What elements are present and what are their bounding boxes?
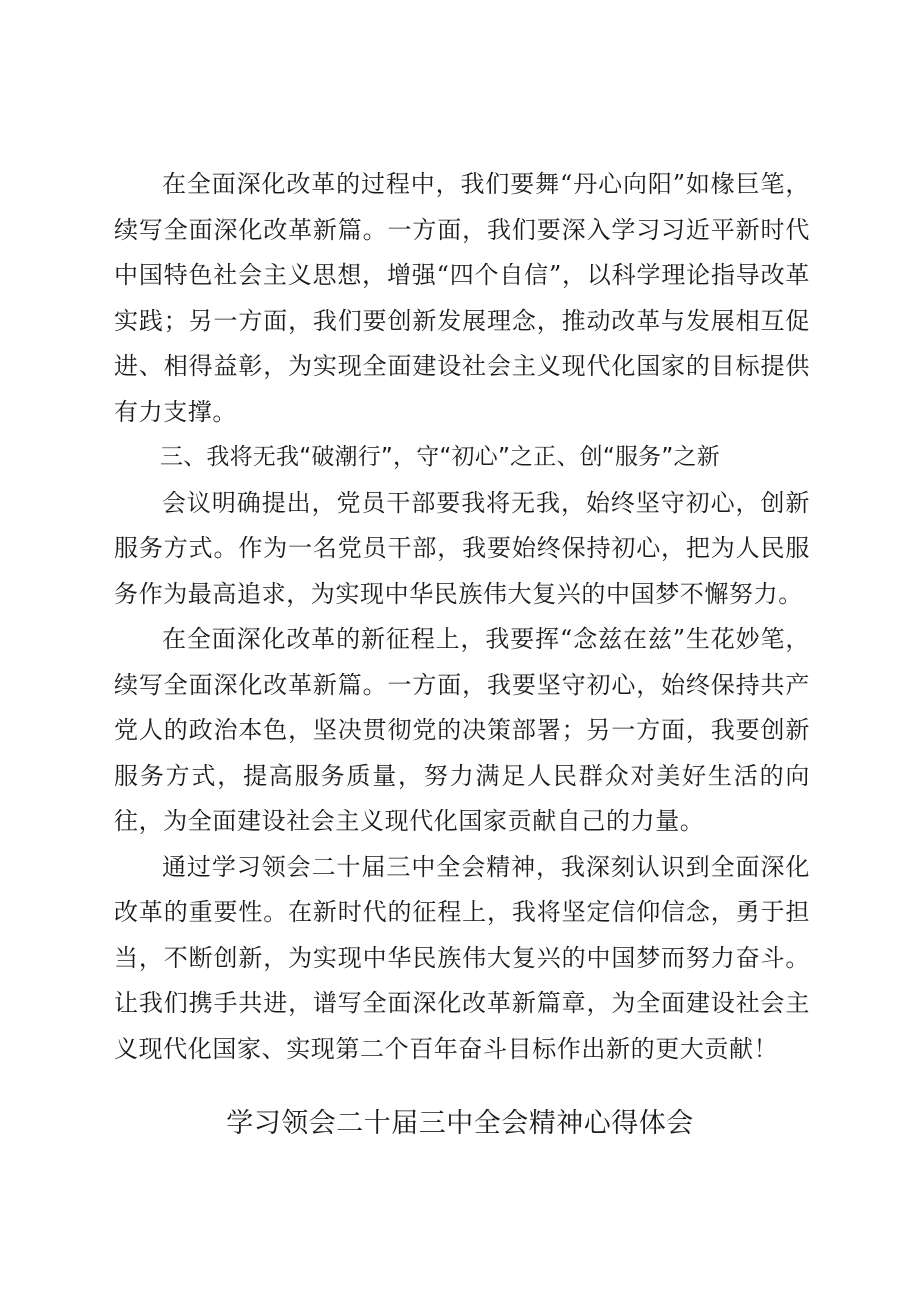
paragraph-reform-process: 在全面深化改革的过程中，我们要舞“丹心向阳”如椽巨笔，续写全面深化改革新篇。一方面，我们要深入学习习近平新时代中国特色社会主义思想，增强“四个自信”，以科学理论指导改革实践；另一方面，我们要创新发展理念，推动改革与发展相互促进、相得益彰，为实现全面建设社会主义现代化国家的目标提供有力支撑。	[114, 170, 810, 426]
paragraph-meeting-requirement: 会议明确提出，党员干部要我将无我，始终坚守初心，创新服务方式。作为一名党员干部，我要始终保持初心，把为人民服务作为最高追求，为实现中华民族伟大复兴的中国梦不懈努力。	[114, 488, 810, 608]
paragraph-conclusion: 通过学习领会二十届三中全会精神，我深刻认识到全面深化改革的重要性。在新时代的征程上，我将坚定信仰信念，勇于担当，不断创新，为实现中华民族伟大复兴的中国梦而努力奋斗。让我们携手共进，谱写全面深化改革新篇章，为全面建设社会主义现代化国家、实现第二个百年奋斗目标作出新的更大贡献！	[114, 852, 810, 1063]
next-article-title: 学习领会二十届三中全会精神心得体会	[226, 1108, 694, 1139]
section-heading-3: 三、我将无我“破潮行”，守“初心”之正、创“服务”之新	[160, 444, 720, 470]
paragraph-new-journey: 在全面深化改革的新征程上，我要挥“念兹在兹”生花妙笔，续写全面深化改革新篇。一方面，我要坚守初心，始终保持共产党人的政治本色，坚决贯彻党的决策部署；另一方面，我要创新服务方式，提高服务质量，努力满足人民群众对美好生活的向往，为全面建设社会主义现代化国家贡献自己的力量。	[114, 625, 810, 835]
document-body	[114, 162, 810, 1072]
